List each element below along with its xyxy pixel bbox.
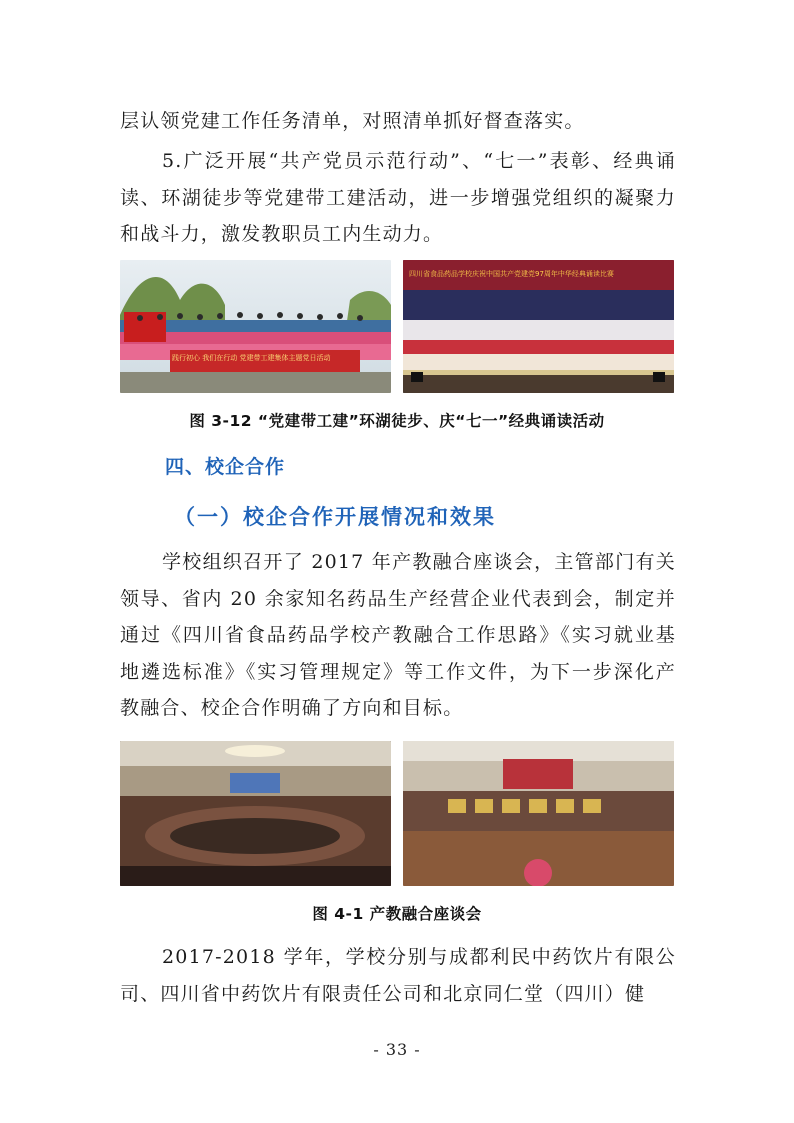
photo-symposium-meeting-room bbox=[120, 741, 391, 886]
paragraph-symposium: 学校组织召开了 2017 年产教融合座谈会，主管部门有关领导、省内 20 余家知名药品生产经营企业代表到会，制定并通过《四川省食品药品学校产教融合工作思路》《实习就业基地遴选标准》《实习管理规定》等工作文件，为下一步深化产教融合、校企合作明确了方向和目标。 bbox=[120, 551, 676, 719]
paragraph-continued: 层认领党建工作任务清单，对照清单抓好督查落实。 bbox=[120, 110, 585, 132]
photo-lake-hiking-group bbox=[120, 260, 391, 393]
paragraph-cooperation: 2017-2018 学年，学校分别与成都利民中药饮片有限公司、四川省中药饮片有限责任公司和北京同仁堂（四川）健 bbox=[120, 946, 676, 1005]
subsection-heading: （一）校企合作开展情况和效果 bbox=[174, 505, 496, 529]
photo-classic-recitation-stage bbox=[403, 260, 674, 393]
photo-award-plaques bbox=[403, 741, 674, 886]
section-heading: 四、校企合作 bbox=[165, 456, 286, 478]
banner-text: 践行初心 我们在行动 党建带工建集体主题党日活动 bbox=[172, 354, 331, 362]
page-number: - 33 - bbox=[373, 1040, 421, 1059]
banner-text: 四川省食品药品学校庆祝中国共产党建党97周年中华经典诵读比赛 bbox=[409, 270, 614, 278]
figure-caption-4-1: 图 4-1 产教融合座谈会 bbox=[312, 905, 482, 923]
figure-caption-3-12: 图 3-12 “党建带工建”环湖徒步、庆“七一”经典诵读活动 bbox=[189, 412, 605, 430]
paragraph-item-5: 5.广泛开展“共产党员示范行动”、“七一”表彰、经典诵读、环湖徒步等党建带工建活动，进一步增强党组织的凝聚力和战斗力，激发教职员工内生动力。 bbox=[120, 150, 676, 245]
